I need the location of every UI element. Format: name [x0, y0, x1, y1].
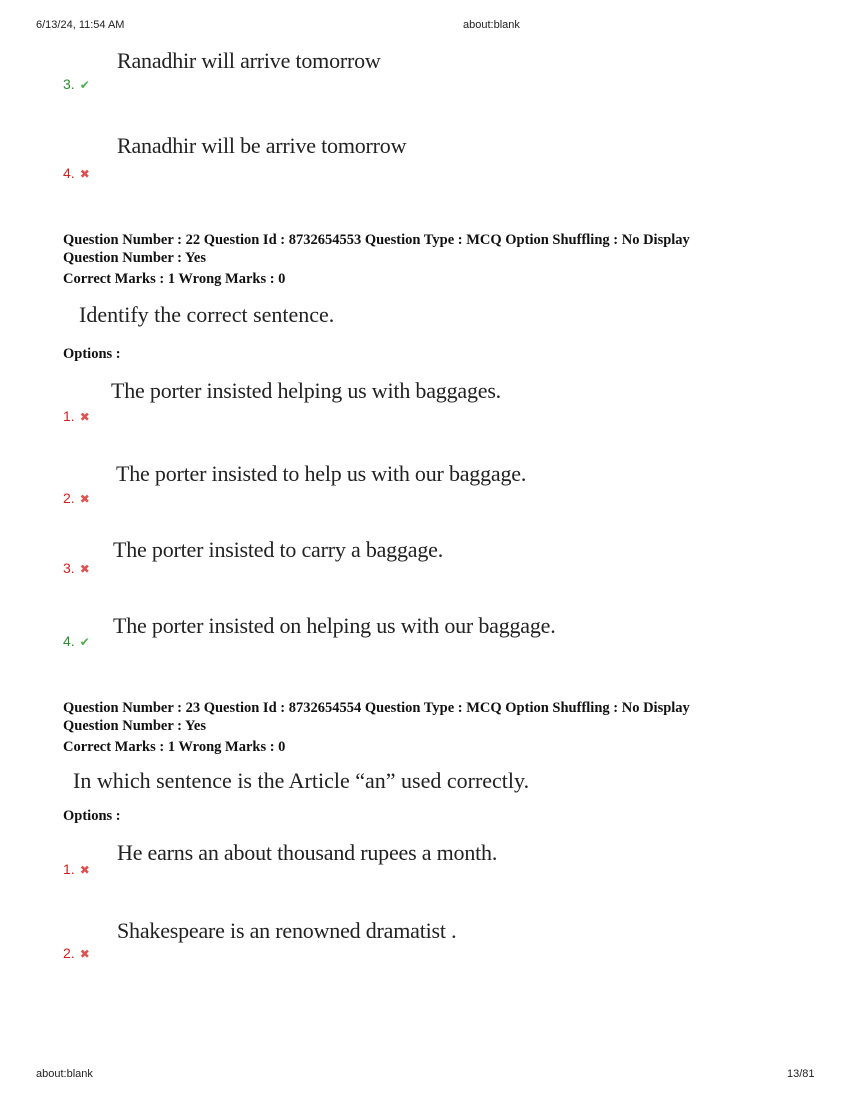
cross-icon: ✖	[79, 410, 90, 424]
cross-icon: ✖	[79, 562, 90, 576]
option-label	[63, 945, 90, 961]
option-text: He earns an about thousand rupees a month.	[117, 840, 498, 865]
option-text: The porter insisted on helping us with our baggage.	[113, 613, 556, 638]
option-number: 4.	[63, 165, 75, 181]
question-meta: Question Number : 23 Question Id : 8732654554 Question Type : MCQ Option Shuffling : No Display	[63, 700, 690, 716]
option-label	[63, 408, 90, 424]
question-marks: Correct Marks : 1 Wrong Marks : 0	[63, 739, 286, 755]
option-number: 2.	[63, 490, 75, 506]
option-text: Ranadhir will arrive tomorrow	[117, 48, 381, 73]
option-text: The porter insisted helping us with baggages.	[111, 378, 501, 403]
option-number: 3.	[63, 76, 75, 92]
options-label: Options :	[63, 808, 121, 824]
print-title: about:blank	[463, 19, 520, 31]
print-datetime: 6/13/24, 11:54 AM	[36, 19, 125, 31]
option-text: Shakespeare is an renowned dramatist .	[117, 918, 457, 943]
question-meta: Question Number : 22 Question Id : 8732654553 Question Type : MCQ Option Shuffling : No Display	[63, 232, 690, 248]
question-meta: Question Number : Yes	[63, 718, 206, 734]
question-marks: Correct Marks : 1 Wrong Marks : 0	[63, 271, 286, 287]
question-text: In which sentence is the Article “an” used correctly.	[73, 768, 530, 793]
option-label	[63, 861, 90, 877]
cross-icon: ✖	[79, 947, 90, 961]
option-label	[63, 490, 90, 506]
option-text: The porter insisted to help us with our baggage.	[116, 461, 527, 486]
option-text: Ranadhir will be arrive tomorrow	[117, 133, 407, 158]
question-text: Identify the correct sentence.	[79, 302, 335, 327]
option-label	[63, 633, 90, 649]
check-icon: ✔	[79, 78, 90, 92]
cross-icon: ✖	[79, 492, 90, 506]
cross-icon: ✖	[79, 167, 90, 181]
option-label	[63, 76, 90, 92]
option-number: 4.	[63, 633, 75, 649]
question-meta: Question Number : Yes	[63, 250, 206, 266]
check-icon: ✔	[79, 635, 90, 649]
cross-icon: ✖	[79, 863, 90, 877]
option-number: 1.	[63, 408, 75, 424]
footer-url: about:blank	[36, 1068, 93, 1080]
option-label	[63, 560, 90, 576]
option-number: 2.	[63, 945, 75, 961]
option-number: 3.	[63, 560, 75, 576]
option-label	[63, 165, 90, 181]
options-label: Options :	[63, 346, 121, 362]
page-number: 13/81	[787, 1068, 815, 1080]
option-number: 1.	[63, 861, 75, 877]
option-text: The porter insisted to carry a baggage.	[113, 537, 444, 562]
